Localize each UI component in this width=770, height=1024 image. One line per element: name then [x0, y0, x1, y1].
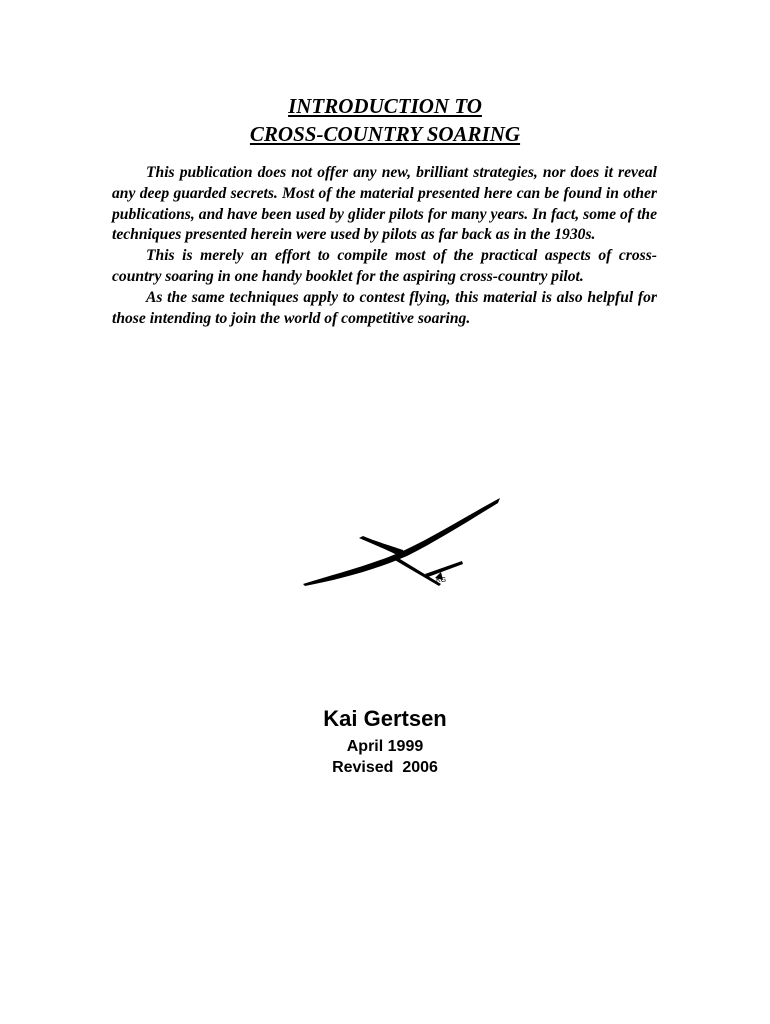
author-name: Kai Gertsen	[323, 706, 447, 731]
author-block	[0, 705, 770, 778]
paragraph-2: This is merely an effort to compile most of the practical aspects of cross-country soaring in one handy booklet for the aspiring cross-country pilot.	[112, 247, 657, 285]
document-title	[0, 92, 770, 148]
title-line-2: CROSS-COUNTRY SOARING	[249, 122, 521, 146]
paragraph-3: As the same techniques apply to contest flying, this material is also helpful for those intending to join the world of competitive soaring.	[112, 288, 657, 327]
paragraph-1: This publication does not offer any new, brilliant strategies, nor does it reveal any deep guarded secrets. Most of the material presented here can be found in other publications, and have been used by glider pilots for many years. In fact, some of the techniques presented herein were used by pilots as far back as in the 1930s.	[112, 164, 657, 244]
glider-icon	[295, 492, 505, 592]
revision-date: Revised 2006	[332, 759, 438, 776]
tail-initials: KG	[436, 577, 447, 584]
introduction-text	[112, 163, 657, 329]
title-line-1: INTRODUCTION TO	[288, 94, 482, 118]
publication-date: April 1999	[346, 738, 424, 755]
